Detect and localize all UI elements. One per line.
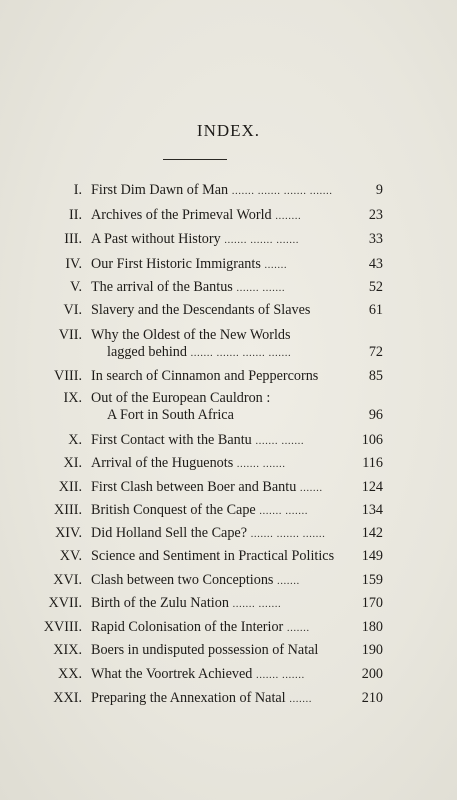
chapter-title-line xyxy=(91,664,305,685)
leader-dots: ....... ....... xyxy=(259,505,309,517)
index-entry xyxy=(0,205,457,225)
page-number: 96 xyxy=(368,407,383,423)
index-entry xyxy=(0,277,457,297)
chapter-number: VII. xyxy=(58,327,82,343)
chapter-number: II. xyxy=(69,207,82,223)
leader-dots: ....... ....... xyxy=(232,598,282,610)
leader-dots: ....... ....... ....... xyxy=(250,528,326,540)
chapter-number: XVIII. xyxy=(43,619,82,635)
chapter-number: VIII. xyxy=(54,368,82,384)
chapter-title: The arrival of the Bantus xyxy=(91,279,233,295)
leader-dots: ....... ....... ....... ....... xyxy=(190,347,292,359)
page-number: 200 xyxy=(361,666,383,682)
index-entry xyxy=(0,453,457,473)
index-entry xyxy=(0,523,457,543)
chapter-number: III. xyxy=(64,231,82,247)
chapter-number: VI. xyxy=(63,302,82,318)
page-number: 170 xyxy=(361,595,383,611)
index-title: INDEX. xyxy=(196,121,261,140)
page-number: 43 xyxy=(368,256,383,272)
leader-dots: ........ xyxy=(275,210,302,222)
index-entry xyxy=(0,664,457,684)
chapter-title: British Conquest of the Cape xyxy=(91,502,256,518)
page-number: 85 xyxy=(368,368,383,384)
index-entry xyxy=(0,366,457,386)
leader-dots: ....... ....... ....... ....... xyxy=(231,185,333,197)
page-number: 33 xyxy=(368,231,383,247)
index-entry xyxy=(0,546,457,566)
chapter-number: IV. xyxy=(65,256,82,272)
index-entry xyxy=(0,617,457,637)
chapter-title: Boers in undisputed possession of Natal xyxy=(91,642,319,658)
chapter-title: Slavery and the Descendants of Slaves xyxy=(91,302,311,318)
chapter-title: Rapid Colonisation of the Interior xyxy=(91,619,284,635)
page-number: 61 xyxy=(368,302,383,318)
leader-dots: ....... xyxy=(276,575,300,587)
leader-dots: ....... ....... xyxy=(255,435,305,447)
chapter-title: Our First Historic Immigrants xyxy=(91,256,261,272)
page-number: 142 xyxy=(361,525,383,541)
chapter-title-line xyxy=(107,342,291,363)
chapter-number: XVI. xyxy=(53,572,82,588)
chapter-title: lagged behind xyxy=(107,344,187,360)
index-entry xyxy=(0,640,457,660)
chapter-number: XIX. xyxy=(53,642,82,658)
page-number: 210 xyxy=(361,690,383,706)
chapter-number: XIV. xyxy=(55,525,82,541)
page-number: 190 xyxy=(361,642,383,658)
index-entry xyxy=(0,593,457,613)
chapter-title: First Contact with the Bantu xyxy=(91,432,252,448)
chapter-number: XV. xyxy=(59,548,82,564)
index-entry xyxy=(0,570,457,590)
index-entry xyxy=(0,500,457,520)
page-number: 159 xyxy=(361,572,383,588)
page-number: 106 xyxy=(361,432,383,448)
chapter-title-line xyxy=(91,453,286,474)
leader-dots: ....... xyxy=(299,482,323,494)
chapter-title: First Dim Dawn of Man xyxy=(91,182,229,198)
leader-dots: ....... xyxy=(264,259,288,271)
chapter-number: I. xyxy=(73,182,82,198)
chapter-title-line xyxy=(91,570,300,591)
chapter-number: X. xyxy=(68,432,82,448)
chapter-title: Birth of the Zulu Nation xyxy=(91,595,229,611)
chapter-number: XX. xyxy=(57,666,82,682)
page-number: 23 xyxy=(368,207,383,223)
page-number: 180 xyxy=(361,619,383,635)
chapter-number: XXI. xyxy=(53,690,82,706)
leader-dots: ....... ....... xyxy=(255,669,305,681)
chapter-title-line xyxy=(91,546,334,566)
chapter-title-line xyxy=(91,688,312,709)
chapter-number: XVII. xyxy=(48,595,82,611)
page-number: 72 xyxy=(368,344,383,360)
chapter-title-line xyxy=(91,366,318,386)
leader-dots: ....... xyxy=(286,622,310,634)
chapter-title: Science and Sentiment in Practical Politics xyxy=(91,548,335,564)
index-entry xyxy=(0,254,457,274)
chapter-title-line xyxy=(91,254,287,275)
chapter-title-line xyxy=(91,617,310,638)
index-entry xyxy=(0,180,457,200)
chapter-title-line xyxy=(91,229,299,250)
index-entry xyxy=(0,688,457,708)
chapter-title-line xyxy=(107,405,234,425)
index-entry xyxy=(0,477,457,497)
leader-dots: ....... xyxy=(289,693,312,705)
chapter-title: Clash between two Conceptions xyxy=(91,572,274,588)
chapter-title: A Fort in South Africa xyxy=(107,407,234,423)
chapter-number: XIII. xyxy=(54,502,82,518)
chapter-title: Arrival of the Huguenots xyxy=(91,455,234,471)
chapter-title-line xyxy=(91,523,325,544)
index-entry xyxy=(0,405,457,425)
page-number: 134 xyxy=(361,502,383,518)
chapter-number: IX. xyxy=(63,390,82,406)
leader-dots: ....... ....... ....... xyxy=(224,234,299,246)
chapter-title-line xyxy=(91,500,308,521)
chapter-title: First Clash between Boer and Bantu xyxy=(91,479,297,495)
chapter-title-line xyxy=(91,180,332,201)
chapter-number: V. xyxy=(70,279,82,295)
chapter-title-line xyxy=(91,430,304,451)
chapter-title: Why the Oldest of the New Worlds xyxy=(91,327,291,343)
chapter-title-line xyxy=(91,277,285,298)
chapter-title-line xyxy=(91,300,310,320)
chapter-number: XI. xyxy=(63,455,82,471)
chapter-title-line xyxy=(91,593,281,614)
leader-dots: ....... ....... xyxy=(236,282,286,294)
index-entry xyxy=(0,229,457,249)
page-number: 124 xyxy=(361,479,383,495)
page-number: 9 xyxy=(375,182,383,198)
index-entry xyxy=(0,342,457,362)
page-number: 149 xyxy=(361,548,383,564)
index-entry xyxy=(0,300,457,320)
chapter-number: XII. xyxy=(58,479,82,495)
chapter-title: In search of Cinnamon and Peppercorns xyxy=(91,368,319,384)
leader-dots: ....... ....... xyxy=(236,458,286,470)
chapter-title: Archives of the Primeval World xyxy=(91,207,272,223)
chapter-title-line xyxy=(91,205,301,226)
chapter-title-line xyxy=(91,640,318,660)
chapter-title: Preparing the Annexation of Natal xyxy=(91,690,286,706)
page-number: 52 xyxy=(368,279,383,295)
page-number: 116 xyxy=(362,455,383,471)
index-entry xyxy=(0,430,457,450)
chapter-title: Did Holland Sell the Cape? xyxy=(91,525,248,541)
chapter-title: A Past without History xyxy=(91,231,221,247)
chapter-title-line xyxy=(91,477,323,498)
chapter-title: What the Voortrek Achieved xyxy=(91,666,253,682)
chapter-title: Out of the European Cauldron : xyxy=(91,390,271,406)
